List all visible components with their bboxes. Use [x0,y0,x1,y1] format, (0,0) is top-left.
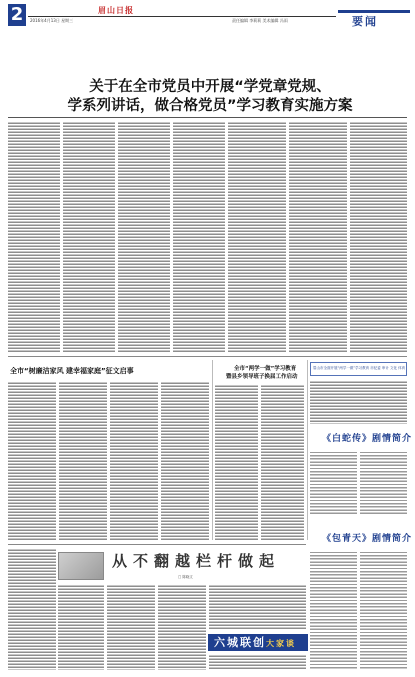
main-headline-line2: 学系列讲话，做合格党员”学习教育实施方案 [67,98,353,114]
feature-byline: □ 陈晓文 [178,575,193,579]
text-column [310,380,407,424]
section-title: 要闻 [352,15,378,28]
text-column [8,121,60,353]
header-rule [28,16,336,17]
header-date: 2016年4月13日 星期三 [30,18,74,23]
text-column [59,381,107,541]
banner-sub: 大家谈 [266,639,296,648]
column-divider [212,360,213,540]
text-column [310,550,357,670]
text-column [209,584,306,630]
left-article-title: 全市“树廉洁家风 建幸福家庭”征文启事 [10,367,134,375]
text-column [350,121,407,353]
center-article-title: 全市“两学一做”学习教育 [234,366,297,372]
text-column [209,654,306,670]
page-number: 2 [8,4,26,26]
campaign-banner-text [214,636,296,650]
text-column [215,384,258,540]
feature-headline: 从不翻越栏杆做起 [112,552,281,570]
text-column [118,121,170,353]
text-column [107,584,155,670]
text-column [289,121,347,353]
text-column [110,381,158,541]
section-rule [8,356,407,357]
banner-main: 六城联创 [214,636,266,649]
text-column [173,121,225,353]
text-column [360,450,407,516]
text-column [63,121,115,353]
notice-box-label: 眉山市全面开展“两学一做”学习教育 市纪委 审计 文化 体育 [313,366,406,370]
text-column [8,381,56,541]
opera2-title: 《包青天》剧情简介 [322,534,413,544]
paper-logo: 眉山日报 [98,5,134,15]
feature-rule [8,544,306,545]
text-column [8,548,56,670]
opera1-title: 《白蛇传》剧情简介 [322,434,413,444]
text-column [360,550,407,670]
center-article-subtitle: 暨县乡领导班子换届工作启动 [226,374,298,380]
feature-photo [58,552,104,580]
text-column [58,584,104,670]
column-divider [307,360,308,540]
text-column [310,450,357,516]
text-column [261,384,304,540]
main-headline-line1: 关于在全市党员中开展“学党章党规、 [89,79,331,95]
text-column [161,381,209,541]
headline-rule [8,117,407,118]
header-editor: 责任编辑 李莉莉 美术编辑 冯雨 [232,18,288,23]
text-column [228,121,286,353]
text-column [158,584,206,670]
